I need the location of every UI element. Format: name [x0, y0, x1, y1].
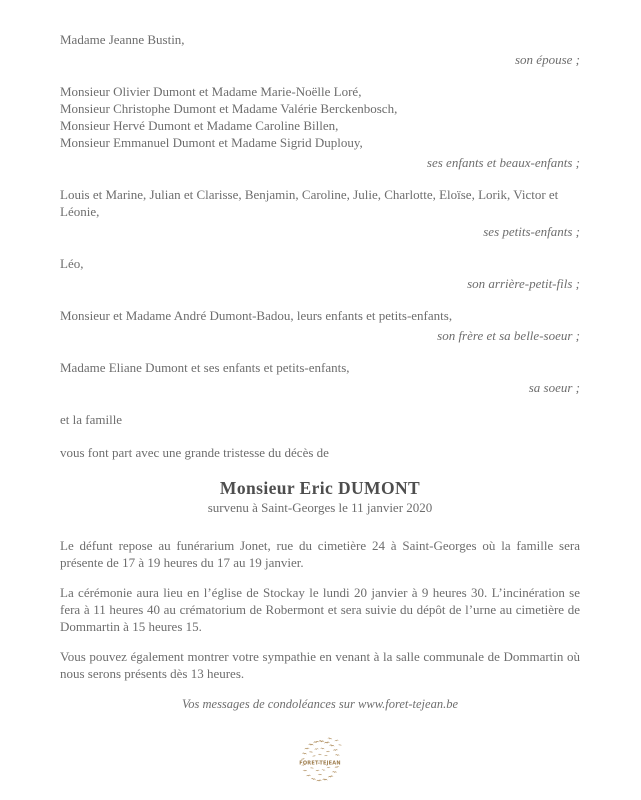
family-names-line: Léo, — [60, 256, 84, 271]
funeral-home-logo — [60, 737, 580, 791]
and-family-line: et la famille — [60, 412, 123, 427]
relation-label: son frère et sa belle-soeur ; — [437, 328, 580, 343]
condolences-line — [60, 696, 580, 713]
deceased-details: survenu à Saint-Georges le 11 janvier 2020 — [207, 500, 433, 515]
family-names-line: Madame Eliane Dumont et ses enfants et petits-enfants, — [60, 360, 350, 375]
family-names-line: Monsieur Hervé Dumont et Madame Caroline Billen, — [60, 118, 339, 133]
family-names-line: Monsieur Olivier Dumont et Madame Marie-Noëlle Loré, — [60, 84, 362, 99]
family-group-spouse — [60, 31, 580, 68]
relation-label: son épouse ; — [515, 52, 580, 67]
relation-label: ses enfants et beaux-enfants ; — [426, 155, 580, 170]
family-group-children — [60, 83, 580, 171]
family-group-grandchildren — [60, 186, 580, 240]
family-names-line: Madame Jeanne Bustin, — [60, 32, 185, 47]
family-names-line: Louis et Marine, Julian et Clarisse, Benjamin, Caroline, Julie, Charlotte, Eloïse, Lorik, Victor et Léonie, — [60, 187, 559, 219]
family-names-line: Monsieur Emmanuel Dumont et Madame Sigrid Duplouy, — [60, 135, 363, 150]
paragraph-sympathy: Vous pouvez également montrer votre sympathie en venant à la salle communale de Dommartin où nous serons présents dès 13 heures. — [60, 649, 580, 681]
paragraph-ceremony: La cérémonie aura lieu en l’église de Stockay le lundi 20 janvier à 9 heures 30. L’incinération se fera à 11 heures 40 au crématorium de Robermont et sera suivie du dépôt de l’urne au cimetière de Dommartin à 15 heures 15. — [60, 585, 580, 634]
condolences-website-link[interactable]: www.foret-tejean.be — [358, 697, 458, 711]
paragraph-repose: Le défunt repose au funérarium Jonet, rue du cimetière 24 à Saint-Georges où la famille sera présente de 17 à 19 heures du 17 au 19 janvier. — [60, 538, 580, 570]
relation-label: sa soeur ; — [528, 380, 580, 395]
relation-label: son arrière-petit-fils ; — [467, 276, 580, 291]
family-group-brother — [60, 307, 580, 344]
family-names-line: Monsieur Christophe Dumont et Madame Valérie Berckenbosch, — [60, 101, 398, 116]
bird-wreath-logo-icon — [297, 737, 343, 787]
condolences-text: Vos messages de condoléances sur — [182, 697, 359, 711]
family-group-great-grandson — [60, 255, 580, 292]
family-names-line: Monsieur et Madame André Dumont-Badou, leurs enfants et petits-enfants, — [60, 308, 453, 323]
announcement-line: vous font part avec une grande tristesse du décès de — [60, 445, 329, 460]
family-group-sister — [60, 359, 580, 396]
deceased-name: Monsieur Eric DUMONT — [219, 478, 421, 498]
logo-text: FORET-TEJEAN — [299, 760, 341, 767]
relation-label: ses petits-enfants ; — [483, 224, 580, 239]
